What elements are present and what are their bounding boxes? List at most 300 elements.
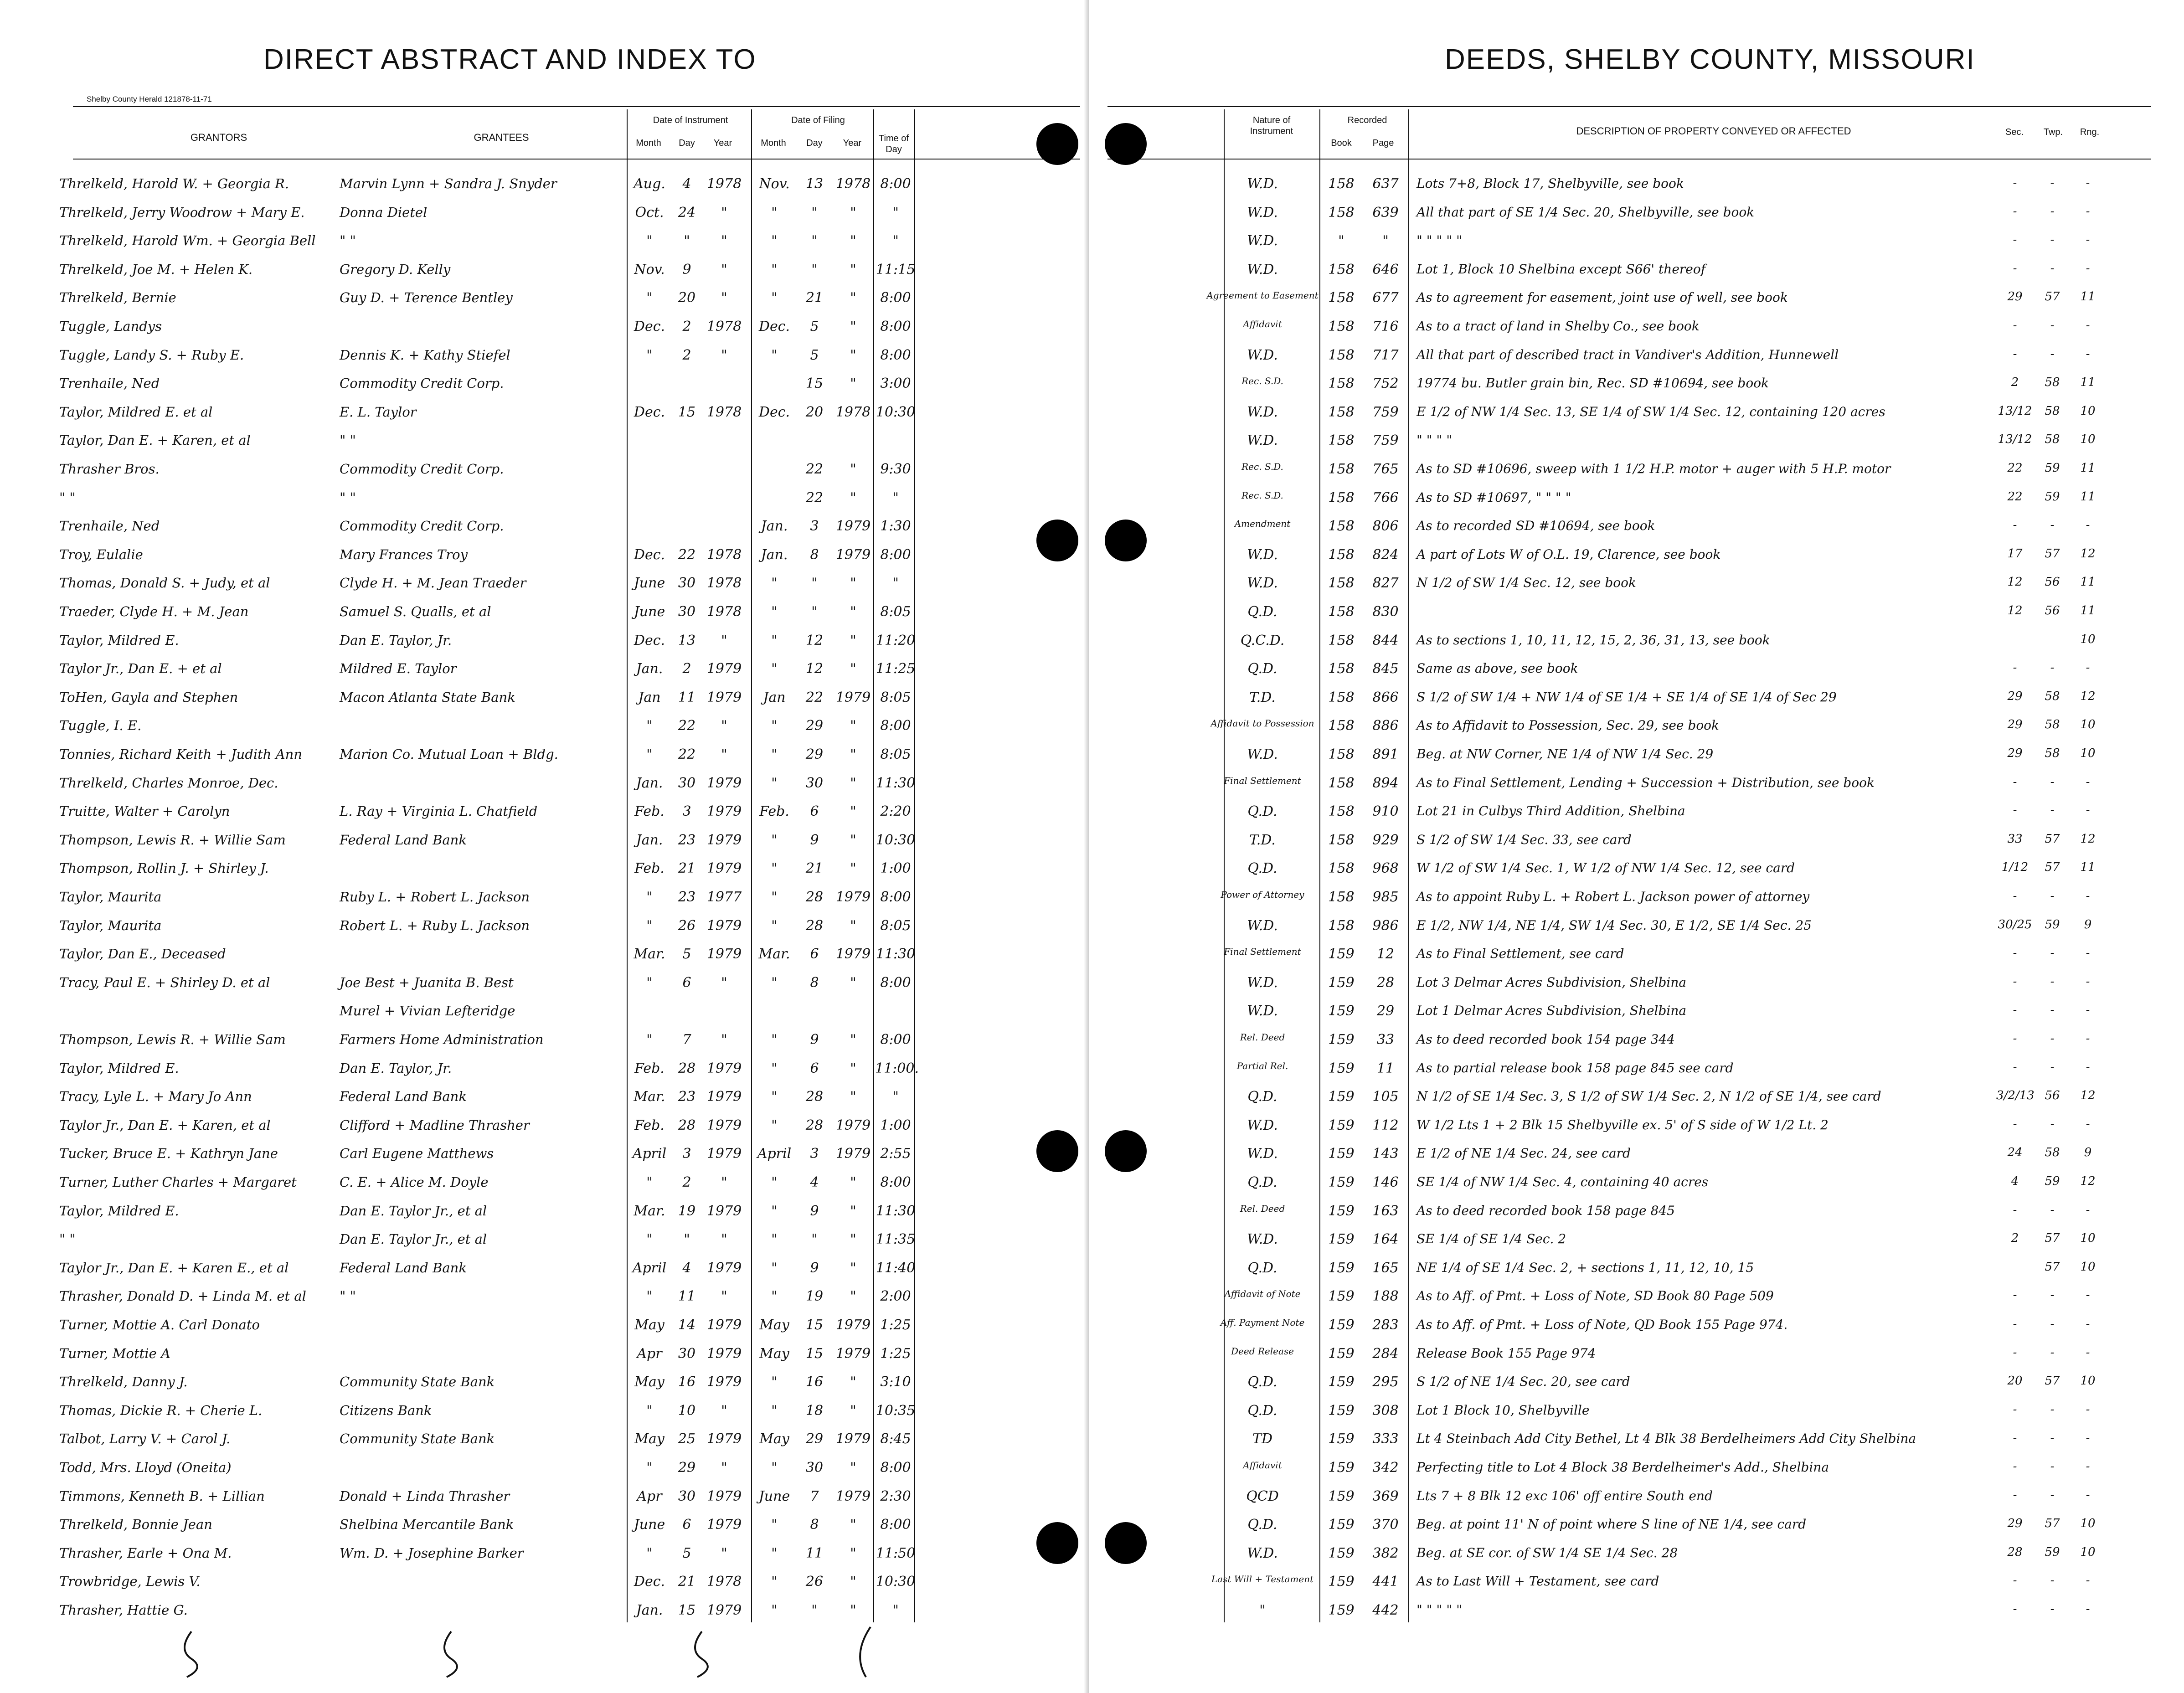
filing-year-cell: " <box>850 1089 856 1105</box>
ledger-row <box>1089 461 2179 479</box>
page-cell: 824 <box>1372 546 1399 563</box>
filing-month-cell: " <box>771 1374 778 1390</box>
ledger-row <box>1089 1545 2179 1564</box>
rng-cell: - <box>2086 1345 2090 1359</box>
grantee-cell: Commodity Credit Corp. <box>340 518 504 534</box>
ledger-row <box>0 1545 1085 1564</box>
twp-cell: - <box>2050 1574 2055 1588</box>
ledger-row <box>0 1117 1085 1136</box>
instrument-month-cell: Mar. <box>634 946 665 962</box>
instrument-day-cell: 4 <box>682 1260 691 1276</box>
nature-cell: T.D. <box>1249 832 1276 848</box>
sec-cell: - <box>2013 1288 2017 1302</box>
filing-month-cell: " <box>771 1288 778 1305</box>
binder-hole <box>1105 1522 1147 1564</box>
filing-day-cell: 18 <box>805 1402 824 1419</box>
page-cell: 985 <box>1372 889 1399 905</box>
rng-cell: - <box>2086 1288 2090 1302</box>
filing-year-cell: " <box>850 1374 856 1390</box>
ledger-row <box>0 319 1085 337</box>
sec-cell: - <box>2013 319 2017 332</box>
rng-cell: 12 <box>2080 1174 2096 1188</box>
grantor-cell: Thompson, Lewis R. + Willie Sam <box>59 1032 286 1047</box>
filing-month-cell: April <box>757 1146 792 1162</box>
filing-day-cell: 22 <box>805 461 824 477</box>
sec-cell: - <box>2013 261 2017 275</box>
instrument-year-cell: 1979 <box>706 689 742 705</box>
instrument-year-cell: 1979 <box>706 946 742 962</box>
filing-day-cell: 9 <box>810 832 819 848</box>
ledger-row <box>0 1517 1085 1535</box>
time-cell: 8:00 <box>880 1032 911 1048</box>
rng-cell: - <box>2086 261 2090 275</box>
page-cell: 759 <box>1372 404 1399 420</box>
ledger-row <box>1089 262 2179 280</box>
instrument-year-cell: " <box>721 347 727 363</box>
filing-year-cell: 1979 <box>835 546 871 563</box>
twp-cell: 58 <box>2045 376 2060 390</box>
ledger-row <box>0 404 1085 422</box>
header-bottom-rule <box>1107 159 2151 160</box>
instrument-year-cell: 1979 <box>706 1260 742 1276</box>
sec-cell: - <box>2013 1003 2017 1017</box>
page-cell: 33 <box>1376 1032 1395 1048</box>
page-cell: 759 <box>1372 432 1399 449</box>
rng-cell: 11 <box>2080 461 2096 475</box>
ledger-row <box>0 604 1085 622</box>
filing-month-cell: Feb. <box>759 803 789 820</box>
twp-cell: 58 <box>2045 718 2060 732</box>
ledger-row <box>0 1260 1085 1278</box>
book-cell: 158 <box>1328 176 1355 192</box>
filing-year-cell: " <box>850 832 856 848</box>
grantor-cell: Threlkeld, Bernie <box>59 290 176 306</box>
sec-cell: - <box>2013 1574 2017 1588</box>
ledger-row <box>0 347 1085 365</box>
instrument-month-cell: May <box>634 1431 664 1447</box>
book-cell: 158 <box>1328 261 1355 278</box>
nature-cell: Q.D. <box>1247 1402 1277 1419</box>
page-cell: 146 <box>1372 1174 1399 1190</box>
filing-year-cell: " <box>850 1460 856 1476</box>
description-cell: E 1/2, NW 1/4, NE 1/4, SW 1/4 Sec. 30, E 1/2, SE 1/4 Sec. 25 <box>1417 917 1812 933</box>
binder-hole <box>1105 1130 1147 1172</box>
grantee-cell: " " <box>340 489 356 505</box>
nature-cell: Q.D. <box>1247 803 1277 820</box>
grantee-cell: Mary Frances Troy <box>340 546 468 562</box>
nature-cell: Q.D. <box>1247 1174 1277 1190</box>
time-cell: 2:20 <box>880 803 911 820</box>
binder-hole <box>1036 520 1078 561</box>
time-cell: 11:00. <box>875 1060 919 1076</box>
ledger-row <box>1089 604 2179 622</box>
grantor-cell: Threlkeld, Harold Wm. + Georgia Bell <box>59 233 316 249</box>
instrument-month-cell: " <box>646 1174 653 1190</box>
time-cell: 8:05 <box>880 604 911 620</box>
instrument-day-cell: 28 <box>678 1117 696 1133</box>
book-cell: 158 <box>1328 917 1355 934</box>
grantee-cell: L. Ray + Virginia L. Chatfield <box>340 803 538 819</box>
filing-year-cell: " <box>850 1574 856 1590</box>
grantee-cell: Marvin Lynn + Sandra J. Snyder <box>340 176 557 191</box>
page-cell: 11 <box>1376 1060 1395 1076</box>
filing-day-cell: 28 <box>805 889 824 905</box>
instrument-day-cell: " <box>684 1231 690 1248</box>
sec-cell: 3/2/13 <box>1996 1089 2035 1103</box>
description-cell: Beg. at SE cor. of SW 1/4 SE 1/4 Sec. 28 <box>1417 1545 1678 1560</box>
time-cell: 8:05 <box>880 689 911 705</box>
instrument-year-cell: 1978 <box>706 404 742 420</box>
filing-month-cell: " <box>771 1174 778 1190</box>
sec-cell: - <box>2013 1203 2017 1217</box>
nature-cell: Power of Attorney <box>1221 889 1304 900</box>
twp-cell: - <box>2050 1345 2055 1359</box>
description-cell: Lot 1, Block 10 Shelbina except S66' thereof <box>1417 261 1706 277</box>
description-cell: Lot 1 Delmar Acres Subdivision, Shelbina <box>1417 1003 1687 1019</box>
instrument-year-cell: 1978 <box>706 176 742 192</box>
instrument-year-cell: 1978 <box>706 546 742 563</box>
nature-cell: Amendment <box>1234 518 1291 530</box>
instrument-year-cell: 1978 <box>706 604 742 620</box>
ledger-row <box>1089 1089 2179 1107</box>
twp-cell: - <box>2050 233 2055 247</box>
time-cell: 9:30 <box>880 461 911 477</box>
filing-day-cell: 15 <box>805 376 824 392</box>
description-cell: As to sections 1, 10, 11, 12, 15, 2, 36, 31, 13, see book <box>1417 632 1770 648</box>
rng-cell: 10 <box>2080 432 2096 447</box>
twp-cell: 56 <box>2045 604 2060 618</box>
rng-cell: 11 <box>2080 376 2096 390</box>
rng-cell: 9 <box>2084 1146 2092 1160</box>
ledger-row <box>1089 205 2179 223</box>
description-cell: " " " " " <box>1417 1602 1462 1617</box>
page-cell: 765 <box>1372 461 1399 477</box>
instrument-month-cell: June <box>634 1517 665 1533</box>
instrument-month-cell: Jan. <box>636 832 663 848</box>
twp-cell: - <box>2050 1203 2055 1217</box>
time-cell: 11:40 <box>876 1260 916 1276</box>
filing-year-cell: " <box>850 1402 856 1419</box>
nature-cell: W.D. <box>1247 261 1278 278</box>
filing-month-cell: " <box>771 661 778 677</box>
ledger-row <box>1089 860 2179 879</box>
nature-cell: W.D. <box>1247 917 1278 934</box>
ledger-row <box>0 1403 1085 1421</box>
instrument-day-cell: 30 <box>678 604 696 620</box>
filing-month-cell: Dec. <box>758 319 790 334</box>
grantee-cell: Dennis K. + Kathy Stiefel <box>340 347 510 363</box>
time-cell: 2:55 <box>880 1146 911 1162</box>
book-cell: 158 <box>1328 803 1355 820</box>
rng-cell: 10 <box>2080 1374 2096 1388</box>
nature-cell: TD <box>1252 1431 1273 1447</box>
description-cell: Lt 4 Steinbach Add City Bethel, Lt 4 Blk 38 Berdelheimers Add City Shelbina <box>1417 1431 1916 1446</box>
description-cell: As to Aff. of Pmt. + Loss of Note, SD Book 80 Page 509 <box>1417 1288 1774 1304</box>
instrument-day-cell: 23 <box>678 889 696 905</box>
filing-year-cell: 1979 <box>835 1345 871 1362</box>
filing-day-cell: 9 <box>810 1203 819 1219</box>
instrument-day-cell: 9 <box>682 261 691 278</box>
filing-day-cell: 15 <box>805 1345 824 1362</box>
filing-month-cell: " <box>771 1203 778 1219</box>
ledger-row <box>1089 1146 2179 1164</box>
time-cell: 10:35 <box>876 1402 916 1419</box>
nature-cell: W.D. <box>1247 1003 1278 1019</box>
filing-year-cell: " <box>850 1231 856 1248</box>
twp-cell: 57 <box>2045 1374 2060 1388</box>
rng-cell: 10 <box>2080 718 2096 732</box>
twp-cell: - <box>2050 1032 2055 1045</box>
instrument-month-cell: Dec. <box>634 632 665 648</box>
page-cell: 806 <box>1372 518 1399 535</box>
filing-day-cell: 16 <box>805 1374 824 1390</box>
book-cell: 158 <box>1328 718 1355 734</box>
description-cell: E 1/2 of NE 1/4 Sec. 24, see card <box>1417 1146 1631 1161</box>
book-cell: 158 <box>1328 347 1355 363</box>
instrument-year-cell: " <box>721 1460 727 1476</box>
rng-cell: 10 <box>2080 404 2096 418</box>
rng-cell: 11 <box>2080 860 2096 875</box>
sec-cell: - <box>2013 1602 2017 1616</box>
instrument-month-cell: April <box>632 1260 667 1276</box>
grantor-cell: Tracy, Lyle L. + Mary Jo Ann <box>59 1089 252 1105</box>
instrument-year-cell: 1979 <box>706 1203 742 1219</box>
description-cell: Lts 7 + 8 Blk 12 exc 106' off entire South end <box>1417 1488 1713 1503</box>
book-cell: 158 <box>1328 746 1355 762</box>
rng-cell: 9 <box>2084 917 2092 931</box>
ledger-row <box>0 918 1085 936</box>
description-cell: " " " " <box>1417 432 1453 448</box>
instrument-month-cell: Dec. <box>634 404 665 420</box>
instrument-year-cell: " <box>721 1545 727 1561</box>
instrument-year-cell: " <box>721 974 727 991</box>
description-cell: As to appoint Ruby L. + Robert L. Jackson power of attorney <box>1417 889 1810 904</box>
instrument-month-cell: Mar. <box>634 1203 665 1219</box>
page-cell: 716 <box>1372 319 1399 334</box>
ledger-row <box>0 661 1085 679</box>
filing-year-cell: " <box>850 775 856 791</box>
binder-hole <box>1036 123 1078 165</box>
twp-cell: - <box>2050 1402 2055 1416</box>
ledger-row <box>1089 432 2179 451</box>
grantee-cell: Federal Land Bank <box>340 1260 467 1276</box>
twp-cell: 59 <box>2045 1174 2060 1188</box>
description-cell: Lot 1 Block 10, Shelbyville <box>1417 1402 1590 1418</box>
filing-month-cell: " <box>771 1574 778 1590</box>
twp-cell: - <box>2050 1460 2055 1473</box>
ledger-row <box>1089 1203 2179 1221</box>
sec-cell: - <box>2013 1345 2017 1359</box>
filing-year-cell: " <box>850 1203 856 1219</box>
ledger-row <box>1089 1602 2179 1621</box>
instrument-day-cell: 22 <box>678 746 696 762</box>
page-cell: 677 <box>1372 290 1399 306</box>
rng-cell: 10 <box>2080 632 2096 646</box>
grantor-cell: Tonnies, Richard Keith + Judith Ann <box>59 746 303 762</box>
filing-day-cell: 7 <box>810 1488 819 1504</box>
description-cell: Perfecting title to Lot 4 Block 38 Berdelheimer's Add., Shelbina <box>1417 1460 1829 1475</box>
instrument-month-cell: Jan <box>638 689 661 705</box>
left-page-title: DIRECT ABSTRACT AND INDEX TO <box>263 44 757 75</box>
grantor-cell: Taylor Jr., Dan E. + et al <box>59 661 222 677</box>
book-cell: 159 <box>1328 1032 1355 1048</box>
instrument-month-cell: " <box>646 1231 653 1248</box>
grantee-cell: Dan E. Taylor, Jr. <box>340 1060 452 1076</box>
ledger-row <box>0 490 1085 508</box>
filing-month-cell: " <box>771 290 778 306</box>
grantors-header: GRANTORS <box>190 132 247 143</box>
page-cell: 766 <box>1372 489 1399 506</box>
ledger-row <box>0 1431 1085 1449</box>
instrument-year-cell: " <box>721 233 727 249</box>
herald-imprint: Shelby County Herald 121878-11-71 <box>87 95 212 103</box>
instrument-year-cell: 1979 <box>706 1517 742 1533</box>
ledger-row <box>0 775 1085 793</box>
instrument-day-cell: 14 <box>678 1317 696 1333</box>
twp-cell: 57 <box>2045 860 2060 875</box>
description-cell: As to Last Will + Testament, see card <box>1417 1574 1659 1589</box>
grantee-cell: Guy D. + Terence Bentley <box>340 290 513 306</box>
filing-year-cell: " <box>850 290 856 306</box>
time-cell: 11:30 <box>876 775 916 791</box>
filing-year-cell: 1978 <box>835 176 871 192</box>
instrument-day-cell: 28 <box>678 1060 696 1076</box>
rng-cell: - <box>2086 775 2090 789</box>
ledger-row <box>1089 547 2179 565</box>
nature-cell: Q.D. <box>1247 860 1277 877</box>
ledger-row <box>0 1003 1085 1021</box>
page-cell: 845 <box>1372 661 1399 677</box>
sec-cell: 2 <box>2011 1231 2019 1245</box>
twp-cell: - <box>2050 347 2055 361</box>
page-cell: 844 <box>1372 632 1399 648</box>
instrument-day-cell: 3 <box>682 1146 691 1162</box>
ledger-row <box>0 975 1085 993</box>
instrument-month-cell: " <box>646 1545 653 1561</box>
description-cell: SE 1/4 of NW 1/4 Sec. 4, containing 40 acres <box>1417 1174 1709 1189</box>
rng-cell: - <box>2086 233 2090 247</box>
book-cell: 158 <box>1328 546 1355 563</box>
ledger-row <box>1089 1346 2179 1364</box>
ledger-row <box>1089 775 2179 793</box>
ledger-row <box>0 1089 1085 1107</box>
binder-hole <box>1105 520 1147 561</box>
instrument-year-cell: " <box>721 261 727 278</box>
rng-cell: 11 <box>2080 290 2096 304</box>
instrument-year-cell: 1979 <box>706 1345 742 1362</box>
instrument-day-cell: 11 <box>678 689 696 705</box>
grantee-cell: Marion Co. Mutual Loan + Bldg. <box>340 746 558 762</box>
grantor-cell: Thrasher, Donald D. + Linda M. et al <box>59 1288 306 1304</box>
instrument-month-cell: " <box>646 1460 653 1476</box>
page-cell: 342 <box>1372 1460 1399 1476</box>
time-cell: 1:00 <box>880 1117 911 1133</box>
description-cell: As to Affidavit to Possession, Sec. 29, see book <box>1417 718 1720 733</box>
twp-cell: - <box>2050 1431 2055 1445</box>
instrument-day-cell: 15 <box>678 404 696 420</box>
filing-year-cell: " <box>850 1060 856 1076</box>
filing-year-cell: " <box>850 233 856 249</box>
filing-day-cell: 6 <box>810 803 819 820</box>
filing-month-cell: " <box>771 1602 778 1618</box>
twp-cell: 59 <box>2045 489 2060 504</box>
ledger-row <box>1089 690 2179 708</box>
filing-day-cell: " <box>811 233 818 249</box>
book-cell: 159 <box>1328 1174 1355 1190</box>
filing-year-cell: " <box>850 1174 856 1190</box>
instrument-year-cell: " <box>721 1402 727 1419</box>
time-cell: 11:50 <box>876 1545 916 1561</box>
file-year-header: Year <box>843 138 862 148</box>
book-cell: 159 <box>1328 1345 1355 1362</box>
filing-year-cell: " <box>850 746 856 762</box>
ledger-row <box>0 547 1085 565</box>
filing-year-cell: " <box>850 718 856 734</box>
book-cell: 158 <box>1328 832 1355 848</box>
page-cell: 442 <box>1372 1602 1399 1618</box>
instrument-year-cell: 1979 <box>706 1488 742 1504</box>
filing-month-cell: " <box>771 832 778 848</box>
binder-hole <box>1036 1130 1078 1172</box>
nature-cell: Q.D. <box>1247 1260 1277 1276</box>
nature-cell: Rel. Deed <box>1240 1203 1285 1214</box>
rng-cell: 12 <box>2080 1089 2096 1103</box>
rng-cell: - <box>2086 176 2090 190</box>
ledger-row <box>0 1317 1085 1335</box>
page-cell: 891 <box>1372 746 1399 762</box>
filing-year-cell: " <box>850 860 856 877</box>
page-cell: 165 <box>1372 1260 1399 1276</box>
ledger-row <box>0 1374 1085 1392</box>
instrument-day-cell: 15 <box>678 1602 696 1618</box>
page-cell: 441 <box>1372 1574 1399 1590</box>
filing-month-cell: " <box>771 1089 778 1105</box>
filing-month-cell: June <box>758 1488 790 1504</box>
ledger-row <box>1089 1117 2179 1136</box>
instrument-day-cell: 11 <box>678 1288 696 1305</box>
filing-day-cell: 21 <box>805 290 824 306</box>
filing-month-cell: " <box>771 632 778 648</box>
sec-cell: 29 <box>2007 689 2023 703</box>
description-cell: N 1/2 of SE 1/4 Sec. 3, S 1/2 of SW 1/4 Sec. 2, N 1/2 of SE 1/4, see card <box>1417 1089 1881 1104</box>
page-cell: 866 <box>1372 689 1399 705</box>
rng-cell: - <box>2086 803 2090 818</box>
grantor-cell: Troy, Eulalie <box>59 546 143 562</box>
ledger-row <box>1089 918 2179 936</box>
book-cell: 158 <box>1328 376 1355 392</box>
nature-cell: Partial Rel. <box>1236 1060 1288 1071</box>
grantee-cell: Clifford + Madline Thrasher <box>340 1117 530 1133</box>
time-cell: 1:25 <box>880 1345 911 1362</box>
rng-cell: - <box>2086 319 2090 332</box>
filing-day-cell: 13 <box>805 176 824 192</box>
filing-month-cell: " <box>771 1117 778 1133</box>
grantor-cell: Taylor, Mildred E. et al <box>59 404 213 420</box>
filing-day-cell: " <box>811 604 818 620</box>
instrument-day-cell: " <box>684 233 690 249</box>
rng-cell: 12 <box>2080 689 2096 703</box>
book-cell: 159 <box>1328 1374 1355 1390</box>
filing-year-cell: 1979 <box>835 946 871 962</box>
filing-year-cell: " <box>850 1545 856 1561</box>
filing-day-cell: " <box>811 204 818 221</box>
page-cell: 188 <box>1372 1288 1399 1305</box>
right-ledger-page <box>1089 0 2184 1693</box>
time-cell: 1:25 <box>880 1317 911 1333</box>
book-cell: 158 <box>1328 604 1355 620</box>
sec-cell: - <box>2013 946 2017 960</box>
instrument-year-cell: 1978 <box>706 319 742 334</box>
